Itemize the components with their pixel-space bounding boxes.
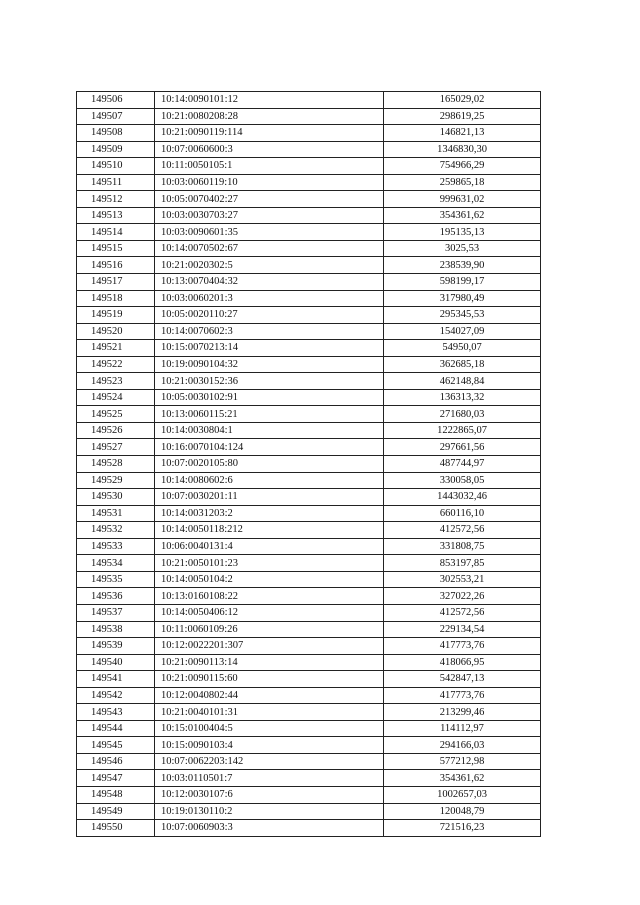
- row-number-cell: 149542: [77, 687, 155, 704]
- cadastral-number-cell: 10:21:0090115:60: [155, 671, 384, 688]
- table-body: [77, 92, 541, 837]
- table-row: [77, 720, 541, 737]
- table-row: [77, 92, 541, 109]
- table-row: [77, 638, 541, 655]
- cadastral-number-cell: 10:12:0040802:44: [155, 687, 384, 704]
- value-cell: 331808,75: [384, 538, 541, 555]
- value-cell: 362685,18: [384, 356, 541, 373]
- table-row: [77, 373, 541, 390]
- value-cell: 330058,05: [384, 472, 541, 489]
- row-number-cell: 149523: [77, 373, 155, 390]
- row-number-cell: 149533: [77, 538, 155, 555]
- cadastral-number-cell: 10:21:0090113:14: [155, 654, 384, 671]
- row-number-cell: 149536: [77, 588, 155, 605]
- table-row: [77, 687, 541, 704]
- value-cell: 853197,85: [384, 555, 541, 572]
- value-cell: 154027,09: [384, 323, 541, 340]
- row-number-cell: 149511: [77, 174, 155, 191]
- value-cell: 54950,07: [384, 340, 541, 357]
- cadastral-number-cell: 10:12:0030107:6: [155, 786, 384, 803]
- cadastral-number-cell: 10:14:0080602:6: [155, 472, 384, 489]
- table-row: [77, 489, 541, 506]
- value-cell: 165029,02: [384, 92, 541, 109]
- table-row: [77, 389, 541, 406]
- cadastral-number-cell: 10:15:0070213:14: [155, 340, 384, 357]
- row-number-cell: 149537: [77, 604, 155, 621]
- cadastral-number-cell: 10:19:0090104:32: [155, 356, 384, 373]
- cadastral-number-cell: 10:03:0060201:3: [155, 290, 384, 307]
- value-cell: 660116,10: [384, 505, 541, 522]
- value-cell: 412572,56: [384, 522, 541, 539]
- value-cell: 136313,32: [384, 389, 541, 406]
- table-row: [77, 257, 541, 274]
- value-cell: 542847,13: [384, 671, 541, 688]
- row-number-cell: 149515: [77, 240, 155, 257]
- value-cell: 577212,98: [384, 753, 541, 770]
- row-number-cell: 149512: [77, 191, 155, 208]
- table-row: [77, 604, 541, 621]
- row-number-cell: 149521: [77, 340, 155, 357]
- table-row: [77, 340, 541, 357]
- cadastral-number-cell: 10:11:0050105:1: [155, 158, 384, 175]
- value-cell: 417773,76: [384, 687, 541, 704]
- table-row: [77, 505, 541, 522]
- value-cell: 354361,62: [384, 207, 541, 224]
- row-number-cell: 149524: [77, 389, 155, 406]
- row-number-cell: 149525: [77, 406, 155, 423]
- table-row: [77, 770, 541, 787]
- row-number-cell: 149550: [77, 820, 155, 837]
- value-cell: 295345,53: [384, 307, 541, 324]
- row-number-cell: 149534: [77, 555, 155, 572]
- value-cell: 195135,13: [384, 224, 541, 241]
- cadastral-number-cell: 10:14:0050406:12: [155, 604, 384, 621]
- table-row: [77, 522, 541, 539]
- cadastral-number-cell: 10:03:0060119:10: [155, 174, 384, 191]
- value-cell: 418066,95: [384, 654, 541, 671]
- cadastral-number-cell: 10:03:0110501:7: [155, 770, 384, 787]
- table-row: [77, 191, 541, 208]
- value-cell: 238539,90: [384, 257, 541, 274]
- row-number-cell: 149530: [77, 489, 155, 506]
- value-cell: 327022,26: [384, 588, 541, 605]
- row-number-cell: 149526: [77, 422, 155, 439]
- row-number-cell: 149529: [77, 472, 155, 489]
- cadastral-number-cell: 10:15:0100404:5: [155, 720, 384, 737]
- cadastral-number-cell: 10:16:0070104:124: [155, 439, 384, 456]
- table-row: [77, 224, 541, 241]
- value-cell: 598199,17: [384, 274, 541, 291]
- cadastral-number-cell: 10:14:0031203:2: [155, 505, 384, 522]
- cadastral-number-cell: 10:21:0040101:31: [155, 704, 384, 721]
- cadastral-number-cell: 10:21:0090119:114: [155, 125, 384, 142]
- row-number-cell: 149522: [77, 356, 155, 373]
- table-row: [77, 555, 541, 572]
- cadastral-number-cell: 10:14:0050118:212: [155, 522, 384, 539]
- table-row: [77, 786, 541, 803]
- row-number-cell: 149508: [77, 125, 155, 142]
- cadastral-number-cell: 10:07:0020105:80: [155, 456, 384, 473]
- cadastral-number-cell: 10:05:0070402:27: [155, 191, 384, 208]
- cadastral-number-cell: 10:06:0040131:4: [155, 538, 384, 555]
- cadastral-number-cell: 10:13:0160108:22: [155, 588, 384, 605]
- row-number-cell: 149541: [77, 671, 155, 688]
- cadastral-number-cell: 10:07:0030201:11: [155, 489, 384, 506]
- table-row: [77, 621, 541, 638]
- cadastral-value-table: [76, 91, 541, 837]
- value-cell: 1002657,03: [384, 786, 541, 803]
- row-number-cell: 149538: [77, 621, 155, 638]
- value-cell: 487744,97: [384, 456, 541, 473]
- value-cell: 3025,53: [384, 240, 541, 257]
- row-number-cell: 149528: [77, 456, 155, 473]
- row-number-cell: 149547: [77, 770, 155, 787]
- cadastral-number-cell: 10:07:0060600:3: [155, 141, 384, 158]
- value-cell: 114112,97: [384, 720, 541, 737]
- table-row: [77, 820, 541, 837]
- row-number-cell: 149548: [77, 786, 155, 803]
- row-number-cell: 149540: [77, 654, 155, 671]
- cadastral-number-cell: 10:03:0090601:35: [155, 224, 384, 241]
- row-number-cell: 149518: [77, 290, 155, 307]
- row-number-cell: 149506: [77, 92, 155, 109]
- value-cell: 213299,46: [384, 704, 541, 721]
- table-row: [77, 456, 541, 473]
- table-row: [77, 704, 541, 721]
- row-number-cell: 149549: [77, 803, 155, 820]
- row-number-cell: 149539: [77, 638, 155, 655]
- table-row: [77, 207, 541, 224]
- value-cell: 271680,03: [384, 406, 541, 423]
- row-number-cell: 149531: [77, 505, 155, 522]
- table-row: [77, 158, 541, 175]
- table-row: [77, 671, 541, 688]
- row-number-cell: 149544: [77, 720, 155, 737]
- cadastral-number-cell: 10:13:0070404:32: [155, 274, 384, 291]
- cadastral-number-cell: 10:21:0050101:23: [155, 555, 384, 572]
- row-number-cell: 149520: [77, 323, 155, 340]
- value-cell: 298619,25: [384, 108, 541, 125]
- cadastral-number-cell: 10:14:0070602:3: [155, 323, 384, 340]
- value-cell: 1222865,07: [384, 422, 541, 439]
- cadastral-number-cell: 10:12:0022201:307: [155, 638, 384, 655]
- table-row: [77, 406, 541, 423]
- table-row: [77, 274, 541, 291]
- value-cell: 259865,18: [384, 174, 541, 191]
- value-cell: 462148,84: [384, 373, 541, 390]
- table-row: [77, 439, 541, 456]
- value-cell: 120048,79: [384, 803, 541, 820]
- row-number-cell: 149519: [77, 307, 155, 324]
- table-row: [77, 174, 541, 191]
- table-row: [77, 240, 541, 257]
- row-number-cell: 149509: [77, 141, 155, 158]
- value-cell: 1443032,46: [384, 489, 541, 506]
- cadastral-number-cell: 10:21:0030152:36: [155, 373, 384, 390]
- row-number-cell: 149545: [77, 737, 155, 754]
- table-row: [77, 588, 541, 605]
- row-number-cell: 149513: [77, 207, 155, 224]
- table-row: [77, 290, 541, 307]
- cadastral-number-cell: 10:14:0030804:1: [155, 422, 384, 439]
- value-cell: 721516,23: [384, 820, 541, 837]
- row-number-cell: 149516: [77, 257, 155, 274]
- value-cell: 999631,02: [384, 191, 541, 208]
- table-row: [77, 108, 541, 125]
- table-row: [77, 571, 541, 588]
- table-row: [77, 125, 541, 142]
- row-number-cell: 149543: [77, 704, 155, 721]
- table-row: [77, 803, 541, 820]
- cadastral-number-cell: 10:14:0070502:67: [155, 240, 384, 257]
- cadastral-number-cell: 10:14:0090101:12: [155, 92, 384, 109]
- value-cell: 229134,54: [384, 621, 541, 638]
- value-cell: 302553,21: [384, 571, 541, 588]
- value-cell: 354361,62: [384, 770, 541, 787]
- value-cell: 754966,29: [384, 158, 541, 175]
- cadastral-number-cell: 10:07:0060903:3: [155, 820, 384, 837]
- cadastral-number-cell: 10:14:0050104:2: [155, 571, 384, 588]
- table-row: [77, 307, 541, 324]
- cadastral-number-cell: 10:05:0030102:91: [155, 389, 384, 406]
- row-number-cell: 149517: [77, 274, 155, 291]
- value-cell: 412572,56: [384, 604, 541, 621]
- row-number-cell: 149535: [77, 571, 155, 588]
- table-row: [77, 422, 541, 439]
- table-row: [77, 753, 541, 770]
- row-number-cell: 149514: [77, 224, 155, 241]
- table-row: [77, 323, 541, 340]
- table-row: [77, 654, 541, 671]
- table-row: [77, 141, 541, 158]
- value-cell: 1346830,30: [384, 141, 541, 158]
- cadastral-number-cell: 10:13:0060115:21: [155, 406, 384, 423]
- cadastral-number-cell: 10:19:0130110:2: [155, 803, 384, 820]
- cadastral-number-cell: 10:07:0062203:142: [155, 753, 384, 770]
- cadastral-number-cell: 10:11:0060109:26: [155, 621, 384, 638]
- table-row: [77, 737, 541, 754]
- row-number-cell: 149510: [77, 158, 155, 175]
- value-cell: 146821,13: [384, 125, 541, 142]
- value-cell: 294166,03: [384, 737, 541, 754]
- cadastral-number-cell: 10:03:0030703:27: [155, 207, 384, 224]
- table-row: [77, 472, 541, 489]
- table-row: [77, 538, 541, 555]
- cadastral-number-cell: 10:15:0090103:4: [155, 737, 384, 754]
- row-number-cell: 149532: [77, 522, 155, 539]
- cadastral-number-cell: 10:05:0020110:27: [155, 307, 384, 324]
- value-cell: 297661,56: [384, 439, 541, 456]
- cadastral-number-cell: 10:21:0020302:5: [155, 257, 384, 274]
- row-number-cell: 149527: [77, 439, 155, 456]
- table-row: [77, 356, 541, 373]
- value-cell: 417773,76: [384, 638, 541, 655]
- row-number-cell: 149546: [77, 753, 155, 770]
- value-cell: 317980,49: [384, 290, 541, 307]
- cadastral-number-cell: 10:21:0080208:28: [155, 108, 384, 125]
- row-number-cell: 149507: [77, 108, 155, 125]
